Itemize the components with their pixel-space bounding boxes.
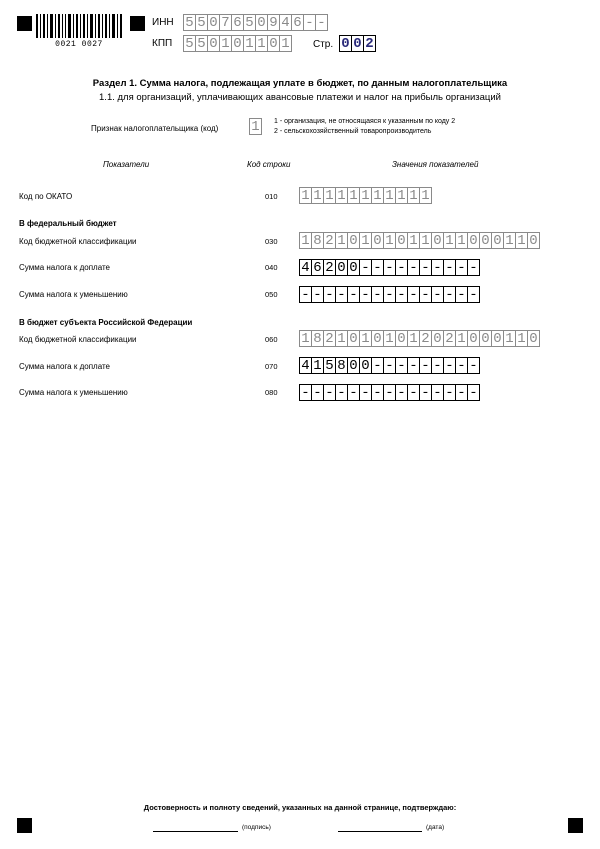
form-cell: - (395, 384, 408, 401)
form-cell: - (443, 286, 456, 303)
form-cell: 0 (431, 232, 444, 249)
regional-kbk-line-code: 060 (265, 335, 278, 344)
form-cell: - (315, 14, 328, 31)
form-cell: - (347, 384, 360, 401)
form-cell: 1 (347, 187, 360, 204)
form-cell: - (335, 384, 348, 401)
form-cell: - (323, 286, 336, 303)
form-cell: 0 (347, 357, 360, 374)
federal-kbk-cells[interactable] (299, 232, 540, 249)
form-cell: - (359, 384, 372, 401)
column-header-line-code: Код строки (247, 160, 291, 169)
form-cell: 0 (527, 232, 540, 249)
form-cell: 1 (455, 330, 468, 347)
form-cell: 4 (299, 357, 312, 374)
form-cell: 1 (515, 232, 528, 249)
form-cell: - (455, 259, 468, 276)
form-cell: 0 (479, 330, 492, 347)
form-cell: - (419, 286, 432, 303)
form-cell: 5 (195, 14, 208, 31)
taxpayer-sign-label: Признак налогоплательщика (код) (91, 124, 219, 133)
form-cell: 1 (383, 187, 396, 204)
kpp-label: КПП (152, 38, 173, 49)
signature-line[interactable] (153, 831, 238, 832)
form-cell: 1 (407, 187, 420, 204)
form-cell: - (371, 357, 384, 374)
form-cell: 4 (279, 14, 292, 31)
form-cell: - (383, 286, 396, 303)
form-cell: 0 (467, 232, 480, 249)
form-cell: 1 (219, 35, 232, 52)
form-cell: 1 (419, 187, 432, 204)
federal-kbk-line-code: 030 (265, 237, 278, 246)
form-cell: 2 (363, 35, 376, 52)
form-cell: 9 (267, 14, 280, 31)
form-cell: 0 (491, 232, 504, 249)
form-cell: - (323, 384, 336, 401)
form-cell: 8 (335, 357, 348, 374)
form-cell: 0 (339, 35, 352, 52)
form-cell: 1 (299, 330, 312, 347)
form-cell: - (455, 357, 468, 374)
form-cell: 1 (371, 187, 384, 204)
form-cell: - (311, 384, 324, 401)
form-cell: 6 (231, 14, 244, 31)
form-cell: 1 (279, 35, 292, 52)
form-cell: 8 (311, 330, 324, 347)
form-cell: - (431, 286, 444, 303)
form-cell: - (467, 384, 480, 401)
federal-budget-heading: В федеральный бюджет (19, 219, 117, 228)
taxpayer-sign-note-1: 1 - организация, не относящаяся к указанным по коду 2 (274, 118, 456, 125)
form-cell: 0 (347, 330, 360, 347)
form-cell: - (371, 384, 384, 401)
column-header-values: Значения показателей (392, 160, 479, 169)
form-cell: 0 (347, 232, 360, 249)
corner-marker-bottom-right (568, 818, 583, 833)
federal-reduce-line-code: 050 (265, 290, 278, 299)
form-cell: 2 (419, 330, 432, 347)
kpp-cells[interactable] (183, 35, 292, 52)
form-cell: - (383, 259, 396, 276)
form-cell: 1 (407, 330, 420, 347)
federal-pay-line-code: 040 (265, 263, 278, 272)
form-cell: 0 (371, 330, 384, 347)
form-cell: 2 (323, 259, 336, 276)
form-cell: 1 (311, 187, 324, 204)
form-cell: 5 (243, 14, 256, 31)
form-cell: 1 (407, 232, 420, 249)
form-cell: - (467, 286, 480, 303)
form-cell: 0 (527, 330, 540, 347)
form-cell: 1 (335, 232, 348, 249)
form-cell: 6 (311, 259, 324, 276)
form-cell: - (347, 286, 360, 303)
form-cell: - (419, 384, 432, 401)
okato-label: Код по ОКАТО (19, 192, 73, 201)
form-cell: 0 (351, 35, 364, 52)
form-cell: - (443, 259, 456, 276)
inn-cells[interactable] (183, 14, 328, 31)
form-cell: - (303, 14, 316, 31)
federal-kbk-label: Код бюджетной классификации (19, 237, 137, 246)
regional-pay-line-code: 070 (265, 362, 278, 371)
form-cell: 1 (503, 232, 516, 249)
corner-marker-top-left (17, 16, 32, 31)
form-cell: - (407, 384, 420, 401)
barcode-number: 0021 0027 (55, 40, 103, 49)
form-cell: - (455, 384, 468, 401)
form-cell: 1 (383, 330, 396, 347)
form-cell: 8 (311, 232, 324, 249)
form-cell: - (359, 286, 372, 303)
form-cell: 1 (383, 232, 396, 249)
form-cell: 2 (323, 232, 336, 249)
corner-marker-bottom-left (17, 818, 32, 833)
form-cell: 0 (395, 232, 408, 249)
form-cell: - (431, 259, 444, 276)
regional-pay-cells[interactable] (299, 357, 480, 374)
federal-reduce-cells[interactable] (299, 286, 480, 303)
form-cell: 1 (443, 232, 456, 249)
form-cell: - (299, 286, 312, 303)
form-cell: 1 (335, 330, 348, 347)
form-cell: - (395, 259, 408, 276)
form-cell: 0 (371, 232, 384, 249)
form-cell: 2 (443, 330, 456, 347)
form-cell: 0 (335, 259, 348, 276)
taxpayer-sign-note-2: 2 - сельскохозяйственный товаропроизводитель (274, 128, 432, 135)
form-cell: 1 (515, 330, 528, 347)
form-cell: - (443, 357, 456, 374)
form-cell: - (407, 259, 420, 276)
regional-reduce-cells[interactable] (299, 384, 480, 401)
form-cell: 1 (359, 187, 372, 204)
form-cell: 0 (431, 330, 444, 347)
form-cell: 0 (347, 259, 360, 276)
form-cell: 2 (323, 330, 336, 347)
corner-marker-top-right (130, 16, 145, 31)
form-cell: - (311, 286, 324, 303)
form-cell: - (383, 384, 396, 401)
date-caption: (дата) (426, 824, 445, 831)
taxpayer-sign-value: 1 (249, 118, 262, 135)
form-cell: 1 (455, 232, 468, 249)
page-label: Стр. (313, 39, 334, 50)
form-cell: - (299, 384, 312, 401)
form-cell: - (467, 357, 480, 374)
form-cell: 1 (255, 35, 268, 52)
form-cell: 1 (311, 357, 324, 374)
regional-budget-heading: В бюджет субъекта Российской Федерации (19, 318, 193, 327)
form-cell: 0 (267, 35, 280, 52)
form-cell: - (395, 286, 408, 303)
form-cell: - (359, 259, 372, 276)
form-cell: 5 (195, 35, 208, 52)
barcode-bars-icon (36, 14, 122, 38)
form-cell: 1 (395, 187, 408, 204)
form-cell: 1 (359, 232, 372, 249)
form-cell: 0 (231, 35, 244, 52)
form-cell: - (407, 286, 420, 303)
form-cell: 0 (207, 35, 220, 52)
signature-caption: (подпись) (242, 824, 271, 831)
inn-label: ИНН (152, 17, 174, 28)
form-cell: 0 (255, 14, 268, 31)
form-cell: 7 (219, 14, 232, 31)
form-cell: 6 (291, 14, 304, 31)
federal-reduce-label: Сумма налога к уменьшению (19, 290, 128, 299)
section-title: Раздел 1. Сумма налога, подлежащая уплате в бюджет, по данным налогоплательщика (92, 78, 508, 89)
form-cell: 1 (299, 232, 312, 249)
form-cell: - (371, 286, 384, 303)
confirmation-text: Достоверность и полноту сведений, указанных на данной странице, подтверждаю: (143, 803, 457, 812)
form-cell: 5 (183, 14, 196, 31)
form-cell: - (371, 259, 384, 276)
form-cell: - (431, 384, 444, 401)
form-cell: - (443, 384, 456, 401)
form-cell: - (335, 286, 348, 303)
okato-cells[interactable] (299, 187, 432, 204)
federal-pay-cells[interactable] (299, 259, 480, 276)
form-cell: 1 (335, 187, 348, 204)
regional-kbk-cells[interactable] (299, 330, 540, 347)
form-cell: 0 (207, 14, 220, 31)
regional-kbk-label: Код бюджетной классификации (19, 335, 137, 344)
form-cell: 0 (479, 232, 492, 249)
barcode (36, 14, 122, 50)
form-cell: 1 (503, 330, 516, 347)
form-cell: - (395, 357, 408, 374)
form-cell: 1 (243, 35, 256, 52)
form-cell: 1 (359, 330, 372, 347)
form-cell: - (431, 357, 444, 374)
form-cell: 0 (395, 330, 408, 347)
regional-reduce-label: Сумма налога к уменьшению (19, 388, 128, 397)
form-cell: 0 (359, 357, 372, 374)
form-cell: - (419, 259, 432, 276)
section-subtitle: 1.1. для организаций, уплачивающих авансовые платежи и налог на прибыль организаций (99, 92, 501, 103)
form-cell: 4 (299, 259, 312, 276)
form-cell: 1 (419, 232, 432, 249)
date-line[interactable] (338, 831, 422, 832)
form-cell: 0 (491, 330, 504, 347)
form-cell: - (455, 286, 468, 303)
form-cell: - (467, 259, 480, 276)
page-number-cells[interactable] (339, 35, 376, 52)
column-header-indicators: Показатели (103, 160, 150, 169)
form-cell: 1 (299, 187, 312, 204)
form-cell: 5 (323, 357, 336, 374)
taxpayer-sign-cell[interactable] (249, 118, 262, 135)
form-cell: 5 (183, 35, 196, 52)
okato-line-code: 010 (265, 192, 278, 201)
form-cell: 1 (323, 187, 336, 204)
form-cell: - (407, 357, 420, 374)
federal-pay-label: Сумма налога к доплате (19, 263, 110, 272)
form-cell: - (383, 357, 396, 374)
regional-reduce-line-code: 080 (265, 388, 278, 397)
form-cell: - (419, 357, 432, 374)
form-cell: 0 (467, 330, 480, 347)
regional-pay-label: Сумма налога к доплате (19, 362, 110, 371)
